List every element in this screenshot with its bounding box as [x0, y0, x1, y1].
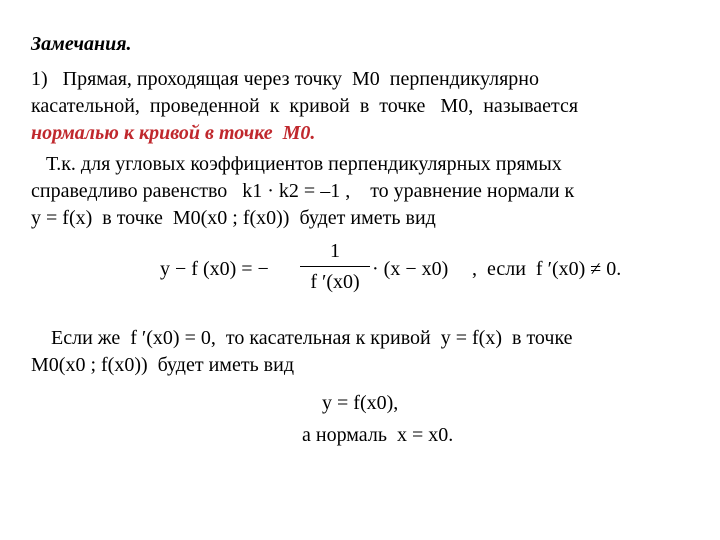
formula-rhs: · (x − x0) — [372, 258, 449, 280]
para3-line2: M0(x0 ; f(x0)) будет иметь вид — [31, 354, 295, 376]
para3-line1: Если же f ′(x0) = 0, то касательная к кривой y = f(x) в точке — [31, 327, 573, 349]
formula-denominator: f ′(x0) — [310, 271, 360, 293]
item1-line1: 1) Прямая, проходящая через точку M0 перпендикулярно — [31, 68, 539, 90]
para2-line2: справедливо равенство k1 · k2 = –1 , то уравнение нормали к — [31, 180, 575, 202]
formula-numerator: 1 — [330, 240, 340, 262]
para2-line3: y = f(x) в точке M0(x0 ; f(x0)) будет иметь вид — [31, 207, 436, 229]
normal-equation — [160, 238, 680, 302]
formula-condition: , если f ′(x0) ≠ 0. — [472, 258, 622, 280]
normal-vertical-equation: а нормаль x = x0. — [302, 424, 454, 446]
formula-fraction — [300, 238, 370, 295]
heading: Замечания. — [31, 33, 132, 55]
formula-lhs: y − f (x0) = − — [160, 258, 269, 280]
para2-line1: Т.к. для угловых коэффициентов перпендикулярных прямых — [31, 153, 562, 175]
normal-definition: нормалью к кривой в точке M0. — [31, 122, 316, 144]
fraction-bar — [300, 266, 370, 267]
tangent-equation: y = f(x0), — [322, 392, 399, 414]
item1-line2: касательной, проведенной к кривой в точке M0, называется — [31, 95, 579, 117]
